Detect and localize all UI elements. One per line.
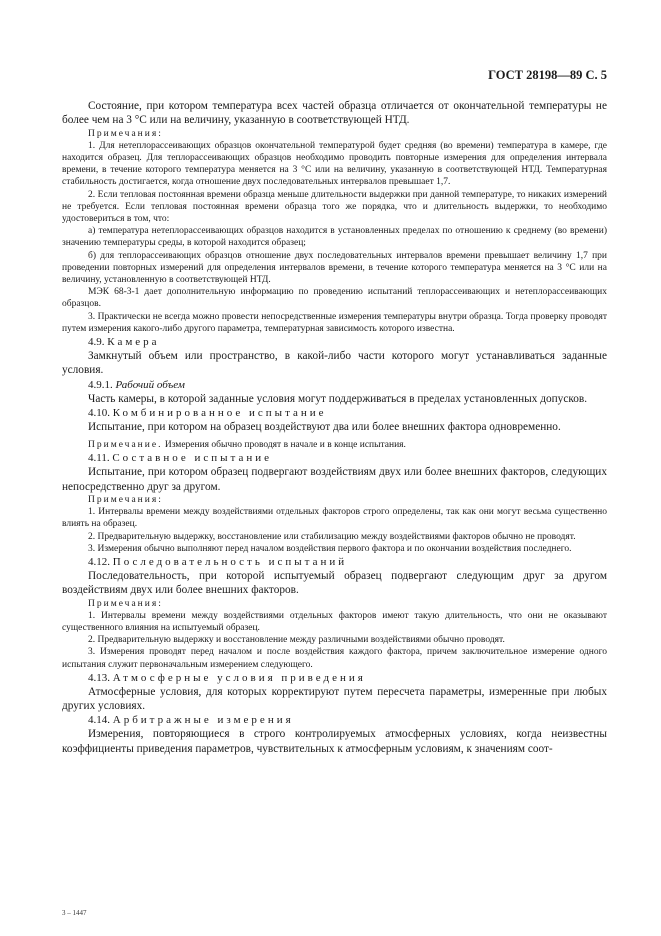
note-item: 3. Измерения обычно выполняют перед началом воздействия первого фактора и по окончании воздействия последнего.	[88, 543, 572, 554]
note-item: МЭК 68-3-1 дает дополнительную информацию по проведению испытаний теплорассеивающих и нетеплорассеивающих образцов.	[62, 287, 607, 310]
section-heading-4-13: 4.13. Атмосферные условия приведения	[88, 671, 366, 684]
note-item: 1. Интервалы времени между воздействиями отдельных факторов имеют такую длительность, что они не оказывают существенного влияния на испытуемый образец.	[62, 610, 607, 634]
section-text-4-14: Измерения, повторяющиеся в строго контролируемых атмосферных условиях, когда неизвестны коэффициенты приведения параметров, чувствительных к атмосферным условиям, к значениям соот-	[62, 728, 607, 755]
intro-paragraph: Состояние, при котором температура всех частей образца отличается от окончательной температуры не более чем на 3 °С или на величину, указанную в соответствующей НТД.	[62, 100, 607, 127]
note-item: 1. Для нетеплорассеивающих образцов окончательной температурой будет средняя (во времени) температура в камере, где находится образец. Для теплорассеивающих образцов необходимо проводить повторные измерения для определения интервала времени, в течение которого температура меняется на 3 °С или на величину, указанную в соответствующей НТД. Температурная стабильность достигается, когда отношение двух последовательных интервалов превышает 1,7.	[62, 140, 607, 188]
notes-label: Примечания:	[88, 598, 163, 609]
section-text-4-10: Испытание, при котором на образец воздействуют два или более внешних фактора одновременно.	[88, 420, 561, 433]
notes-label: Примечания:	[88, 495, 163, 506]
note-single: Примечание. Измерения обычно проводят в начале и в конце испытания.	[88, 440, 406, 451]
section-heading-4-14: 4.14. Арбитражные измерения	[88, 714, 294, 727]
note-item: а) температура нетеплорассеивающих образцов находится в установленных пределах по отношению к среднему (во времени) значению температуры среды, в которой находится образец;	[62, 226, 607, 249]
section-text-4-12: Последовательность, при которой испытуемый образец подвергают следующим друг за другом воздействиям двух или более внешних факторов.	[62, 570, 607, 597]
notes-label: Примечания:	[88, 128, 163, 139]
section-text-4-9: Замкнутый объем или пространство, в какой-либо части которого могут устанавливаться заданные условия.	[62, 350, 607, 377]
page-footer-mark: 3 – 1447	[62, 909, 87, 917]
section-text-4-11: Испытание, при котором образец подвергают воздействиям двух или более внешних факторов, следующих непосредственно друг за другом.	[62, 466, 607, 493]
section-heading-4-11: 4.11. Составное испытание	[88, 452, 273, 465]
note-item: 1. Интервалы времени между воздействиями отдельных факторов строго определены, так как они могут весьма существенно влиять на образец.	[62, 507, 607, 530]
section-text-4-13: Атмосферные условия, для которых корректируют путем пересчета параметры, измеренные при любых других условиях.	[62, 685, 607, 713]
note-item: 2. Предварительную выдержку, восстановление или стабилизацию между воздействиями факторов обычно не проводят.	[88, 531, 576, 542]
note-item: 2. Если тепловая постоянная времени образца меньше длительности выдержки при данной температуре, то никаких измерений не требуется. Если тепловая постоянная времени образца того же порядка, что и длительность выдержки, то необходимо удостовериться в том, что:	[62, 189, 607, 225]
note-item: б) для теплорассеивающих образцов отношение двух последовательных интервалов времени превышает величину 1,7 при проведении повторных измерений для определения интервалов времени, в течение которого температура меняется на 3 °С или на величину, установленную в соответствующей НТД.	[62, 250, 607, 286]
section-heading-4-10: 4.10. Комбинированное испытание	[88, 406, 327, 419]
section-heading-4-9: 4.9. Камера	[88, 336, 160, 349]
note-item: 3. Измерения проводят перед началом и после воздействия каждого фактора, причем заключительное измерение одного испытания служит первоначальным измерением следующего.	[62, 647, 607, 670]
note-item: 2. Предварительную выдержку и восстановление между различными воздействиями обычно проводят.	[88, 635, 505, 646]
page	[62, 68, 607, 756]
page-header: ГОСТ 28198—89 С. 5	[488, 68, 607, 82]
section-text-4-9-1: Часть камеры, в которой заданные условия могут поддерживаться в пределах установленных допусков.	[88, 392, 588, 405]
note-item: 3. Практически не всегда можно провести непосредственные измерения температуры внутри образца. Тогда проверку проводят путем измерения какого-либо другого параметра, температурная зависимость которого известна.	[62, 311, 607, 334]
section-heading-4-12: 4.12. Последовательность испытаний	[88, 556, 348, 569]
section-heading-4-9-1: 4.9.1. Рабочий объем	[88, 378, 185, 391]
